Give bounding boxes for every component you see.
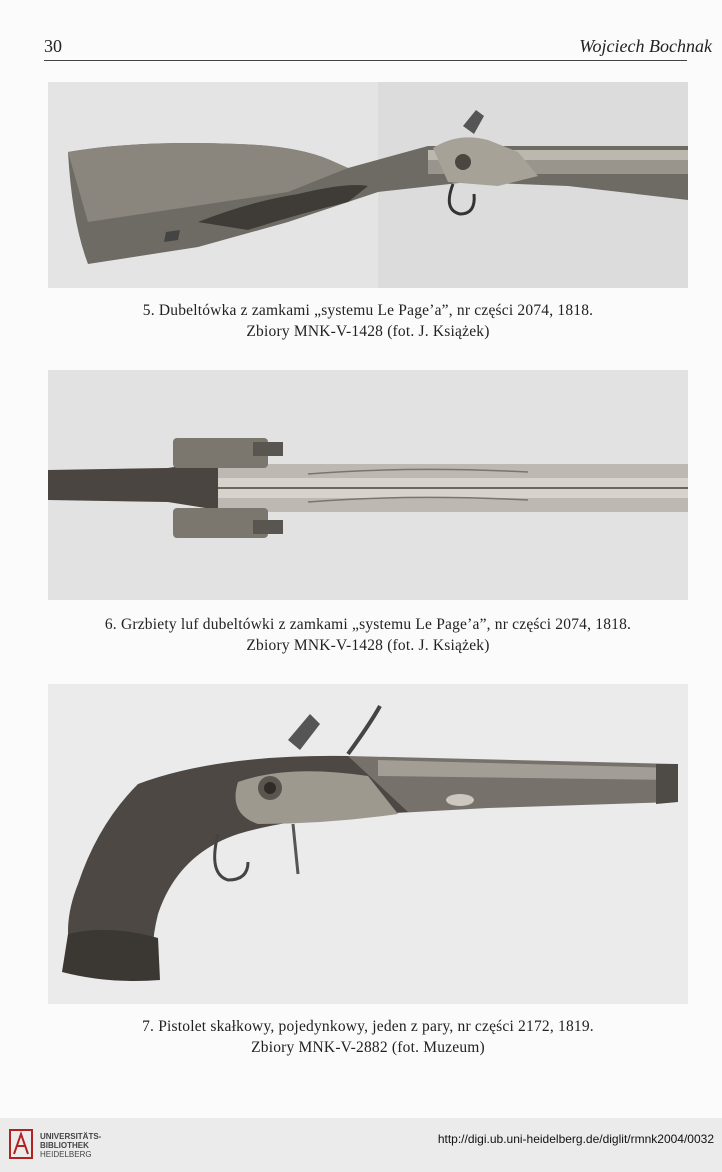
- figure-7-caption-line1: 7. Pistolet skałkowy, pojedynkowy, jeden z pary, nr części 2172, 1819.: [142, 1018, 594, 1035]
- flintlock-pistol-image: [48, 684, 688, 1004]
- figure-5-photo: [48, 82, 688, 288]
- figure-6-caption: [48, 614, 688, 656]
- figure-7-caption: [48, 1016, 688, 1058]
- figure-6-photo: [48, 370, 688, 600]
- shotgun-stock-image: [48, 82, 688, 288]
- permalink-url[interactable]: http://digi.ub.uni-heidelberg.de/diglit/rmnk2004/0032: [437, 1132, 714, 1146]
- page-number: 30: [44, 36, 62, 56]
- digitization-footer: [0, 1118, 722, 1172]
- figure-5-caption-line2: Zbiory MNK-V-1428 (fot. J. Książek): [246, 323, 490, 340]
- figure-7-photo: [48, 684, 688, 1004]
- library-name-line2: BIBLIOTHEK: [40, 1141, 89, 1150]
- running-head-author: Wojciech Bochnak: [579, 36, 712, 56]
- library-name: [40, 1132, 101, 1159]
- figure-5-caption: [48, 300, 688, 342]
- library-name-line3: HEIDELBERG: [40, 1150, 92, 1159]
- figure-5-caption-line1: 5. Dubeltówka z zamkami „systemu Le Page’a”, nr części 2074, 1818.: [142, 302, 594, 319]
- university-library-logo-icon: [8, 1128, 34, 1160]
- figure-7-caption-line2: Zbiory MNK-V-2882 (fot. Muzeum): [251, 1039, 485, 1056]
- library-name-line1: UNIVERSITÄTS-: [40, 1132, 102, 1141]
- barrel-rib-image: [48, 370, 688, 600]
- figure-6-caption-line1: 6. Grzbiety luf dubeltówki z zamkami „systemu Le Page’a”, nr części 2074, 1818.: [104, 616, 632, 633]
- header-rule: [44, 60, 687, 61]
- figure-6-caption-line2: Zbiory MNK-V-1428 (fot. J. Książek): [246, 637, 490, 654]
